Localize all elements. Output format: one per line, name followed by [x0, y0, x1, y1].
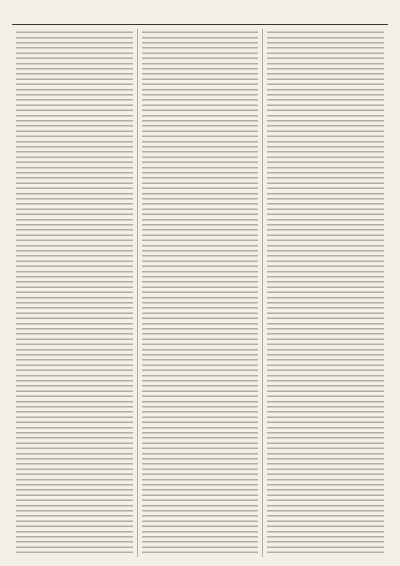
column-1	[12, 29, 137, 557]
text-columns	[12, 29, 388, 557]
column-2	[137, 29, 263, 557]
column-3	[262, 29, 388, 557]
running-header	[12, 10, 388, 25]
